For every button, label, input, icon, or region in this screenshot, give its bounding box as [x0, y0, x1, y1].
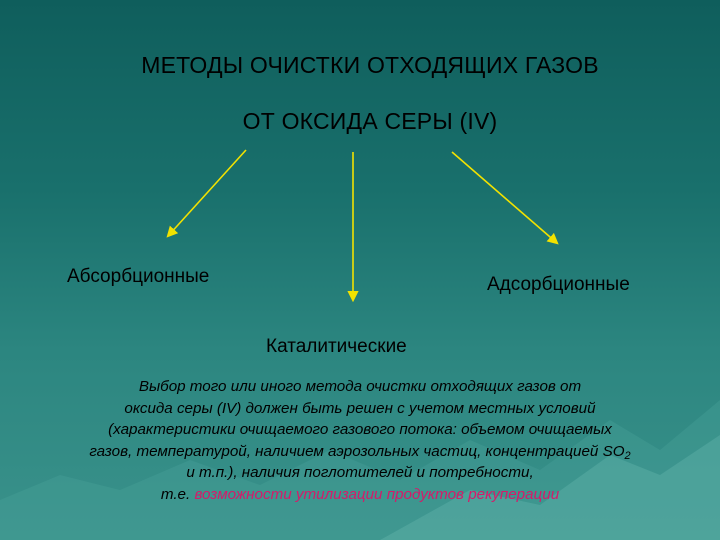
title-line-2: ОТ ОКСИДА СЕРЫ (IV)	[242, 108, 498, 134]
arrow-to-absorption	[168, 150, 246, 236]
title-line-1: МЕТОДЫ ОЧИСТКИ ОТХОДЯЩИХ ГАЗОВ	[141, 52, 599, 78]
method-absorption: Абсорбционные	[67, 266, 210, 287]
method-catalytic: Каталитические	[266, 336, 407, 357]
so2-subscript: 2	[624, 449, 631, 462]
method-adsorption: Адсорбционные	[487, 274, 630, 295]
note-line-4-text: газов, температурой, наличием аэрозольных частиц, концентрацией SO	[89, 442, 625, 460]
note-line-5: и т.п.), наличия поглотителей и потребности,	[186, 464, 534, 481]
note-line-1: Выбор того или иного метода очистки отходящих газов от	[138, 378, 582, 395]
arrow-to-adsorption	[452, 152, 557, 243]
note-line-6-prefix: т.е.	[160, 485, 195, 503]
note-highlight: возможности утилизации продуктов рекуперации	[194, 485, 560, 503]
note-line-4	[30, 441, 690, 463]
note-line-3: (характеристики очищаемого газового потока: объемом очищаемых	[108, 421, 612, 438]
note-line-2: оксида серы (IV) должен быть решен с учетом местных условий	[124, 399, 596, 417]
note-line-6	[30, 484, 690, 506]
note-paragraph	[30, 376, 690, 505]
